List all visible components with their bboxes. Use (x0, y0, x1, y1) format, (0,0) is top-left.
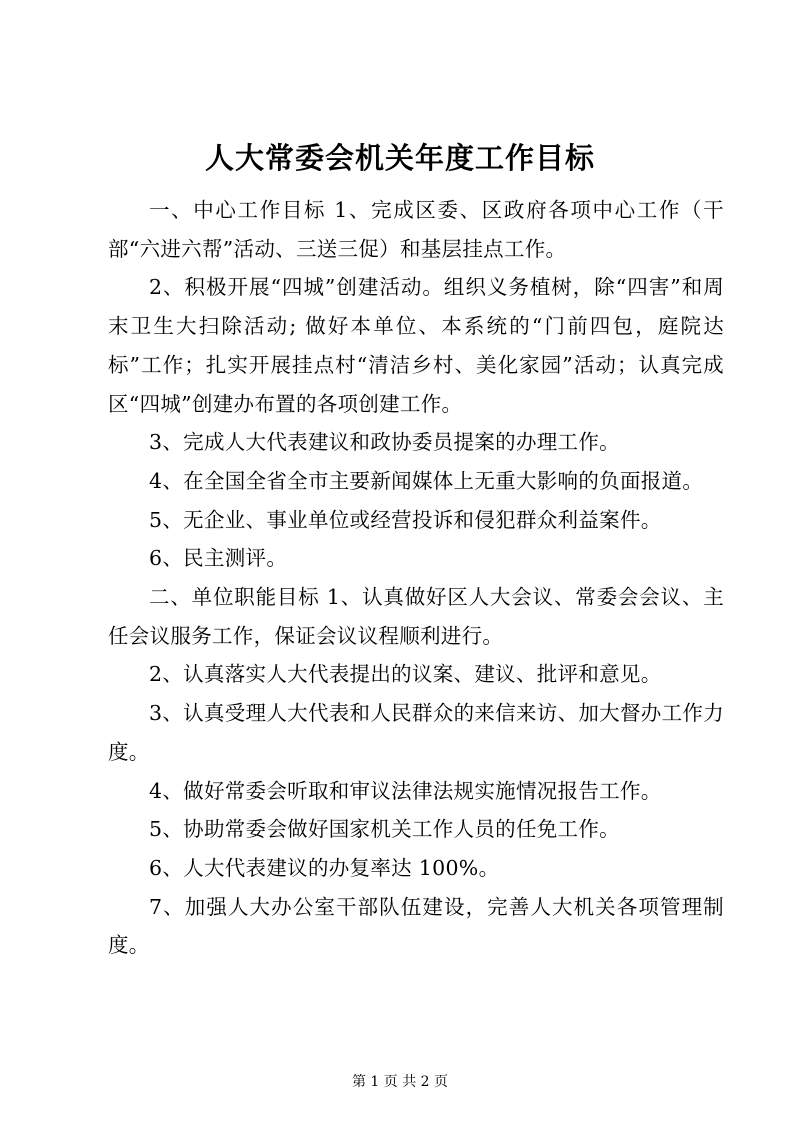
paragraph: 4、做好常委会听取和审议法律法规实施情况报告工作。 (149, 778, 662, 803)
paragraph: 二、单位职能目标 1、认真做好区人大会议、常委会会议、主任会议服务工作，保证会议议程顺利进行。 (108, 585, 724, 648)
paragraph: 7、加强人大办公室干部队伍建设，完善人大机关各项管理制度。 (108, 894, 724, 958)
paragraph: 3、完成人大代表建议和政协委员提案的办理工作。 (149, 430, 620, 455)
paragraph: 4、在全国全省全市主要新闻媒体上无重大影响的负面报道。 (149, 468, 704, 493)
document-title: 人大常委会机关年度工作目标 (204, 141, 595, 175)
document-body (108, 191, 724, 965)
paragraph: 6、人大代表建议的办复率达 100%。 (149, 855, 500, 880)
paragraph: 5、协助常委会做好国家机关工作人员的任免工作。 (149, 817, 620, 842)
paragraph: 一、中心工作目标 1、完成区委、区政府各项中心工作（干部“六进六帮”活动、三送三促）和基层挂点工作。 (108, 198, 724, 261)
page-number-footer: 第 1 页 共 2 页 (351, 1074, 449, 1090)
paragraph: 2、积极开展“四城”创建活动。组织义务植树，除“四害”和周末卫生大扫除活动; 做好本单位、本系统的“门前四包，庭院达标”工作；扎实开展挂点村“清洁乡村、美化家园”活动；认真完成区“四城”创建办布置的各项创建工作。 (108, 275, 724, 416)
paragraph: 3、认真受理人大代表和人民群众的来信来访、加大督办工作力度。 (108, 701, 724, 764)
paragraph: 6、民主测评。 (149, 546, 288, 571)
paragraph: 5、无企业、事业单位或经营投诉和侵犯群众利益案件。 (149, 507, 662, 532)
paragraph: 2、认真落实人大代表提出的议案、建议、批评和意见。 (149, 662, 662, 687)
